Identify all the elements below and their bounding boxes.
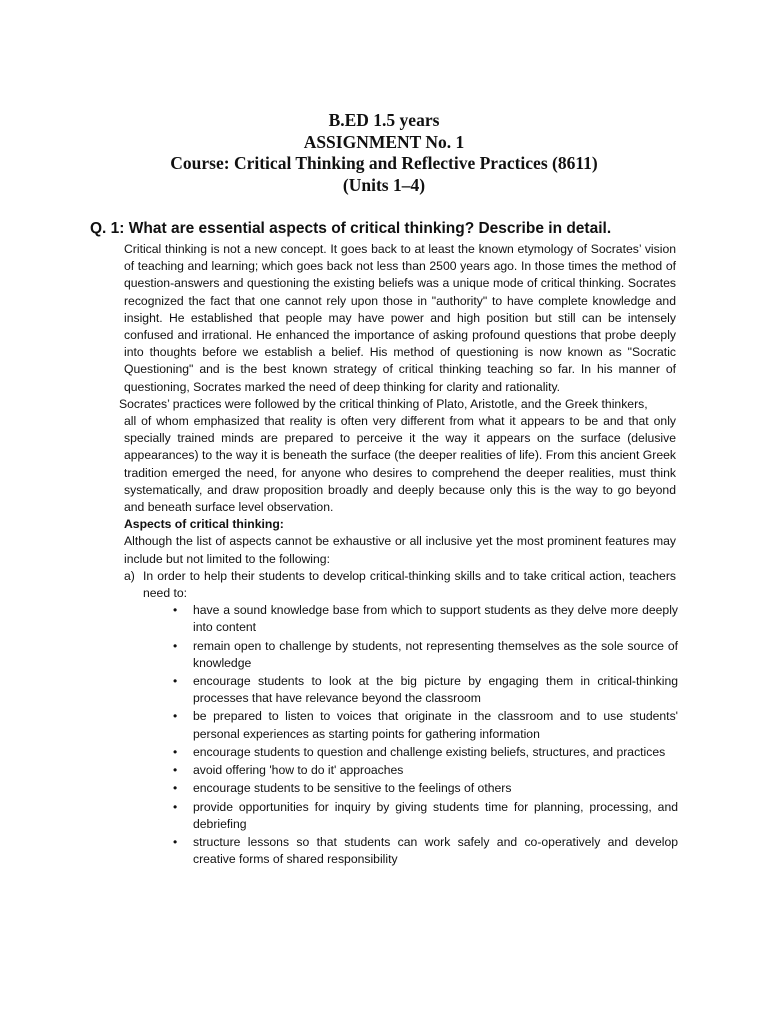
list-item [173,602,678,636]
bullet-icon: • [173,603,178,618]
units-range: (Units 1–4) [342,174,426,195]
list-marker-a: a) [124,568,135,583]
paragraph-greek-thinkers [119,396,676,516]
bullet-icon: • [173,709,178,724]
aspects-intro: Although the list of aspects cannot be exhaustive or all inclusive yet the most prominent features may include but not limited to the following: [124,534,676,566]
list-item-text: encourage students to question and challenge existing beliefs, structures, and practices [193,744,666,759]
list-item [173,834,678,868]
list-item [173,762,678,779]
bullet-icon: • [173,799,178,814]
list-item-text: structure lessons so that students can work safely and co-operatively and develop creative forms of shared responsibility [193,834,678,867]
list-item-a-text: In order to help their students to develop critical-thinking skills and to take critical action, teachers need to: [143,568,676,601]
list-item [173,638,678,672]
list-item-text: avoid offering 'how to do it' approaches [193,763,404,778]
list-item [173,673,678,707]
paragraph-greek-thinkers-rest: all of whom emphasized that reality is often very different from what it appears to be and that only specially trained minds are prepared to perceive it the way it appears on the surface (delusive appearances) to the way it is beneath the surface (the deeper realities of life). From this ancient Greek tradition emerged the need, for anyone who desires to comprehend the deeper realities, must think systematically, and draw proposition broadly and deeply because only this is the way to go beyond and beneath surface level observation. [124,414,676,515]
list-item-text: encourage students to be sensitive to the feelings of others [193,781,512,796]
list-item [173,799,678,833]
list-item-text: have a sound knowledge base from which to support students as they delve more deeply into content [193,603,678,635]
assignment-number: ASSIGNMENT No. 1 [303,131,465,152]
bullet-icon: • [173,674,178,689]
bullet-icon: • [173,781,178,796]
program-title: B.ED 1.5 years [328,110,440,130]
answer-body [0,241,768,869]
list-item [173,780,678,797]
list-item-a [124,568,676,602]
list-item [173,708,678,742]
list-item-text: encourage students to look at the big picture by engaging them in critical-thinking processes that have relevance beyond the classroom [193,674,678,706]
teacher-needs-list [0,602,768,868]
course-title: Course: Critical Thinking and Reflective Practices (8611) [170,153,598,173]
list-item [173,744,678,761]
bullet-icon: • [173,763,178,778]
question-heading: Q. 1: What are essential aspects of critical thinking? Describe in detail. [90,220,612,237]
bullet-icon: • [173,638,178,653]
bullet-icon: • [173,834,178,849]
paragraph-socrates: Critical thinking is not a new concept. It goes back to at least the known etymology of Socrates’ vision of teaching and learning; which goes back not less than 2500 years ago. In those times the method of question-answers and questioning the existing beliefs was a unique mode of critical thinking. Socrates recognized the fact that one cannot rely upon those in "authority" to have complete knowledge and insight. He established that people may have power and high position but still can be intensely confused and irrational. He enhanced the importance of asking profound questions that probe deeply into thoughts before we establish a belief. His method of questioning is now known as "Socratic Questioning" and is the best known strategy of critical thinking teaching so far. In his manner of questioning, Socrates marked the need of deep thinking for clarity and rationality. [124,242,676,394]
paragraph-greek-thinkers-first-line: Socrates’ practices were followed by the critical thinking of Plato, Aristotle, and the Greek thinkers, [119,396,648,411]
list-item-text: provide opportunities for inquiry by giving students time for planning, processing, and debriefing [193,799,678,831]
list-item-text: be prepared to listen to voices that originate in the classroom and to use students' personal experiences as starting points for gathering information [193,709,678,741]
list-item-text: remain open to challenge by students, not representing themselves as the sole source of knowledge [193,638,678,670]
aspects-heading: Aspects of critical thinking: [124,517,284,532]
bullet-icon: • [173,744,178,759]
assignment-header [0,110,768,196]
